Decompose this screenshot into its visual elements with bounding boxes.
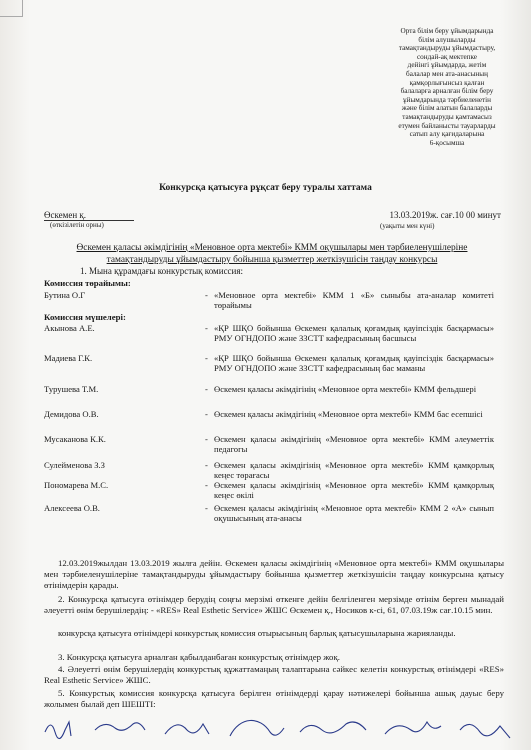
dash: - [205,434,208,444]
appendix-line: тамақтандыруды ұйымдастыру, [398,44,496,53]
member-desc: Өскемен қаласы әкімдігінің «Меновное орта мектебі» КММ фельдшері [214,384,477,394]
paragraph-2b: конкурсқа қатысуға өтінімдері конкурстық комиссия отырысының барлық қатысушыларына жарияланды. [58,628,456,638]
appendix-line: білім алушыларды [418,35,476,44]
dash: - [205,460,208,470]
appendix-note [372,27,522,147]
appendix-line: сондай-ақ мектепке [416,52,477,61]
member-name: Мусаканова К.К. [44,434,106,444]
dash: - [205,503,208,513]
member-name: Сулейменова З.З [44,460,105,470]
members-label: Комиссия мүшелері: [44,312,126,322]
dash: - [205,353,208,363]
dash: - [205,384,208,394]
section-1-heading: 1. Мына құрамдағы конкурстық комиссия: [80,266,244,276]
city: Өскемен қ. [44,210,87,220]
tender-subject: Өскемен қаласы әкімдігінің «Меновное орта мектебі» КММ оқушылары мен тәрбиеленушілеріне тамақтандыруды ұйымдастыру бойынша қызметтер жеткізушісін таңдау конкурсы [76,243,468,265]
scan-corner-mark [0,0,23,17]
paragraph-5: 5. Конкурстық комиссия конкурсқа қатысуға берілген өтінімдерді қарау нәтижелері бойынша ашық дауыс беру жолымен былай деп ШЕШТІ: [44,688,504,709]
member-name: Мадиева Г.К. [44,353,93,363]
member-desc: «ҚР ШҚО бойынша Өскемен қалалық қоғамдық қауіпсіздік басқармасы» РМУ ОГНДОПО және ЗЗСТТ кафедрасының бас маманы [214,353,494,374]
document-title: Конкурсқа қатысуға рұқсат беру туралы хаттама [159,183,372,193]
dash: - [205,290,208,300]
datetime-note: (уақыты мен күні) [380,222,435,230]
dash: - [205,323,208,333]
member-name: Демидова О.В. [44,409,99,419]
signatures-image [40,712,520,746]
member-desc: Өскемен қаласы әкімдігінің «Меновное орта мектебі» КММ бас есепшісі [214,409,483,419]
appendix-line: балаларға арналған білім беру [400,87,494,96]
chair-label: Комиссия төрайымы: [44,278,131,288]
paragraph-4: 4. Әлеуетті өнім берушілердің конкурстық құжаттамаңың талаптарына сәйкес келетін конкурстық өтінімдері «RES» Real Esthetic Service» ЖШС. [44,664,504,685]
dash: - [205,409,208,419]
appendix-line: етумен байланысты тауарларды [398,121,496,130]
appendix-line: ұйымдарында тәрбиеленетін [403,95,491,104]
paragraph-3: 3. Конкурсқа қатысуға арналған қабылданбаған конкурстық өтінімдер жоқ. [58,652,340,662]
member-desc: Өскемен қаласы әкімдігінің «Меновное орта мектебі» КММ 2 «А» сынып оқушысының ата-анасы [214,503,494,524]
paragraph-2: 2. Конкурсқа қатысуға өтінімдер берудің соңғы мерзімі өткенге дейін белгіленген мерзімде өтінім берген мынадай әлеуетті өнім берушілердің: - «RES» Real Esthetic Service» ЖШС Өскемен қ., Носиков к-сі, 61, 07.03.19ж сағ.10.15 мин. [44,594,504,615]
appendix-line: Орта білім беру ұйымдарында [400,27,494,35]
place-note: (өткізілетін орны) [50,221,104,229]
appendix-line: қамқорлығынсыз қалған [409,78,485,87]
appendix-line: сатып алу қағидаларына [409,130,485,139]
member-desc: «ҚР ШҚО бойынша Өскемен қалалық қоғамдық қауіпсіздік басқармасы» РМУ ОГНДОПО және ЗЗСТТ кафедрасының басшысы [214,323,494,344]
member-desc: Өскемен қаласы әкімдігінің «Меновное орта мектебі» КММ қамқорлық кеңес өкілі [214,480,494,501]
member-desc: Өскемен қаласы әкімдігінің «Меновное орта мектебі» КММ әлеуметтік педагогы [214,434,494,455]
appendix-line: балалар мен ата-анасының [406,69,488,78]
appendix-line: дейінгі ұйымдарда, жетім [407,61,487,70]
member-name: Акынова А.Е. [44,323,95,333]
chair-desc: «Меновное орта мектебі» КММ 1 «Б» сыныбы ата-аналар комитеті төрайымы [214,290,494,311]
appendix-line: 6-қосымша [429,138,465,147]
dash: - [205,480,208,490]
member-name: Пономарева М.С. [44,480,109,490]
member-name: Турушева Т.М. [44,384,99,394]
member-name: Алексеева О.В. [44,503,100,513]
appendix-line: және білім алатын балаларды [401,104,493,113]
member-desc: Өскемен қаласы әкімдігінің «Меновное орта мектебі» КММ қамқорлық кеңес төрағасы [214,460,494,481]
chair-name: Бутина О.Г [44,290,86,300]
appendix-line: тамақтандыруды қамтамасыз [402,112,492,121]
paragraph-1: 12.03.2019жылдан 13.03.2019 жылға дейін. Өскемен қаласы әкімдігінің «Меновное орта мектебі» КММ оқушылары мен тәрбиеленушілеріне тамақтандыруды ұйымдастыру бойынша қызметтер жеткізушісін таңдау конкурсына қатысу өтінімдерін қарады. [44,558,504,590]
meeting-datetime: 13.03.2019ж. сағ.10 00 минут [389,210,501,220]
